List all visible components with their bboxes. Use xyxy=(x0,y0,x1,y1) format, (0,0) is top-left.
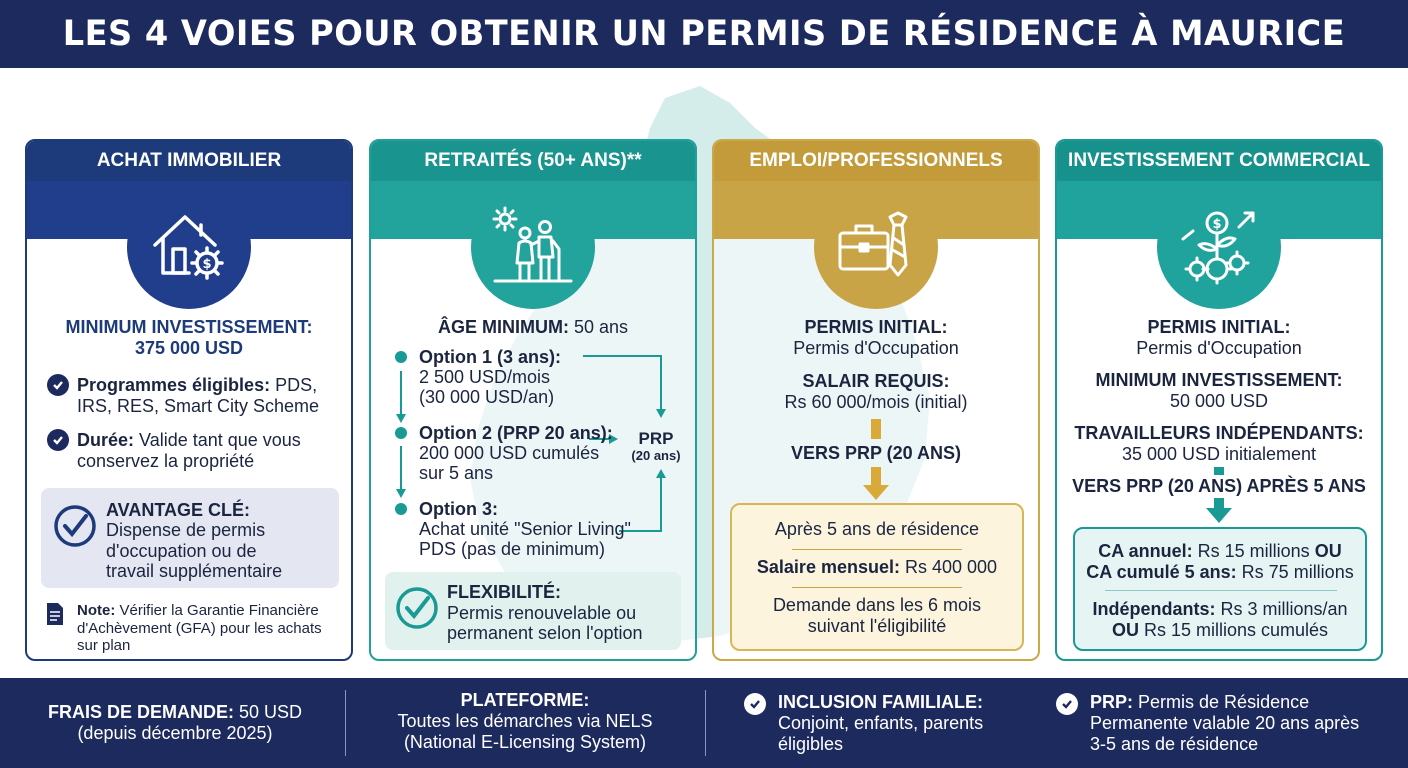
page-title: LES 4 VOIES POUR OBTENIR UN PERMIS DE RÉSIDENCE À MAURICE xyxy=(62,14,1346,54)
prp-target: PRP (20 ans) xyxy=(631,429,681,463)
header-banner xyxy=(0,0,1408,68)
plateforme: PLATEFORME: Toutes les démarches via NELS (National E-Licensing System) xyxy=(397,690,653,752)
flexibilite-box xyxy=(385,572,681,650)
card-emploi-professionnels xyxy=(712,139,1040,661)
elderly-couple-sun-icon xyxy=(471,185,595,309)
check-icon xyxy=(47,374,69,396)
permis-initial: PERMIS INITIAL: Permis d'Occupation xyxy=(1136,317,1302,358)
prp-conditions-box xyxy=(1073,527,1367,651)
condition-salaire: Salaire mensuel: Rs 400 000 xyxy=(756,557,998,577)
check-icon xyxy=(744,693,766,715)
bullet-dot xyxy=(395,427,407,439)
option-1: Option 1 (3 ans): 2 500 USD/mois (30 000 USD/an) xyxy=(419,347,562,407)
programmes-eligibles: Programmes éligibles: PDS, IRS, RES, Smart City Scheme xyxy=(77,375,320,416)
note-gfa: Note: Vérifier la Garantie Financière d'Achèvement (GFA) pour les achats sur plan xyxy=(77,602,322,654)
card-title: EMPLOI/PROFESSIONNELS xyxy=(714,141,1038,181)
card-investissement-commercial xyxy=(1055,139,1383,661)
money-growth-gears-icon xyxy=(1157,185,1281,309)
card-retraites xyxy=(369,139,697,661)
prp-definition: PRP: Permis de Résidence Permanente valable 20 ans après 3-5 ans de résidence xyxy=(1090,692,1360,754)
frais-demande: FRAIS DE DEMANDE: 50 USD (depuis décembre 2025) xyxy=(47,702,303,743)
divider xyxy=(705,690,706,756)
card-achat-immobilier xyxy=(25,139,353,661)
divider xyxy=(792,587,962,588)
chiffre-affaires: CA annuel: Rs 15 millions OU CA cumulé 5 ans: Rs 75 millions xyxy=(1086,541,1354,582)
option-3: Option 3: Achat unité "Senior Living" PDS (pas de minimum) xyxy=(419,499,631,559)
card-title: ACHAT IMMOBILIER xyxy=(27,141,351,181)
arrow-down-icon xyxy=(1205,498,1233,524)
permis-initial: PERMIS INITIAL: Permis d'Occupation xyxy=(793,317,959,358)
independants-conditions: Indépendants: Rs 3 millions/an OU Rs 15 millions cumulés xyxy=(1092,599,1348,640)
check-circle-icon xyxy=(53,504,97,548)
svg-text:$: $ xyxy=(1212,217,1222,232)
prp-conditions-box xyxy=(730,503,1024,651)
house-gear-icon xyxy=(127,185,251,309)
divider xyxy=(792,549,962,550)
salaire-requis: SALAIR REQUIS: Rs 60 000/mois (initial) xyxy=(784,371,968,412)
inclusion-familiale: INCLUSION FAMILIALE: Conjoint, enfants, parents éligibles xyxy=(778,692,984,754)
condition-residence: Après 5 ans de résidence xyxy=(774,519,980,539)
avantage-cle-text: Dispense de permis d'occupation ou de travail supplémentaire xyxy=(106,520,283,581)
min-investment-label: MINIMUM INVESTISSEMENT: xyxy=(65,317,313,337)
bullet-dot xyxy=(395,351,407,363)
min-investissement: MINIMUM INVESTISSEMENT: 50 000 USD xyxy=(1095,370,1343,411)
card-title: INVESTISSEMENT COMMERCIAL xyxy=(1057,141,1381,181)
vers-prp: VERS PRP (20 ANS) APRÈS 5 ANS xyxy=(1072,476,1366,496)
avantage-cle-box xyxy=(41,488,339,588)
card-title: RETRAITÉS (50+ ANS)** xyxy=(371,141,695,181)
duree: Durée: Valide tant que vous conservez la propriété xyxy=(77,430,301,471)
arrow-down-icon xyxy=(862,467,890,501)
arrow-shaft xyxy=(1214,467,1224,475)
option-2: Option 2 (PRP 20 ans): 200 000 USD cumulés sur 5 ans xyxy=(419,423,613,483)
flexibilite-title: FLEXIBILITÉ: xyxy=(447,582,561,602)
document-icon xyxy=(45,601,65,627)
divider xyxy=(345,690,346,756)
age-minimum: ÂGE MINIMUM: 50 ans xyxy=(437,317,629,337)
check-icon xyxy=(47,429,69,451)
check-circle-icon xyxy=(395,586,439,630)
avantage-cle-title: AVANTAGE CLÉ: xyxy=(106,500,250,520)
briefcase-tie-icon xyxy=(814,185,938,309)
min-investment-value: 375 000 USD xyxy=(134,338,244,358)
vers-prp: VERS PRP (20 ANS) xyxy=(790,443,962,463)
condition-demande: Demande dans les 6 mois suivant l'éligibilité xyxy=(772,595,982,636)
divider xyxy=(1105,590,1337,591)
flexibilite-text: Permis renouvelable ou permanent selon l'option xyxy=(447,603,643,643)
svg-text:$: $ xyxy=(202,257,212,272)
arrow-shaft xyxy=(871,419,881,439)
travailleurs-independants: TRAVAILLEURS INDÉPENDANTS: 35 000 USD initialement xyxy=(1074,423,1364,464)
bullet-dot xyxy=(395,503,407,515)
footer-bar xyxy=(0,678,1408,768)
check-icon xyxy=(1056,693,1078,715)
